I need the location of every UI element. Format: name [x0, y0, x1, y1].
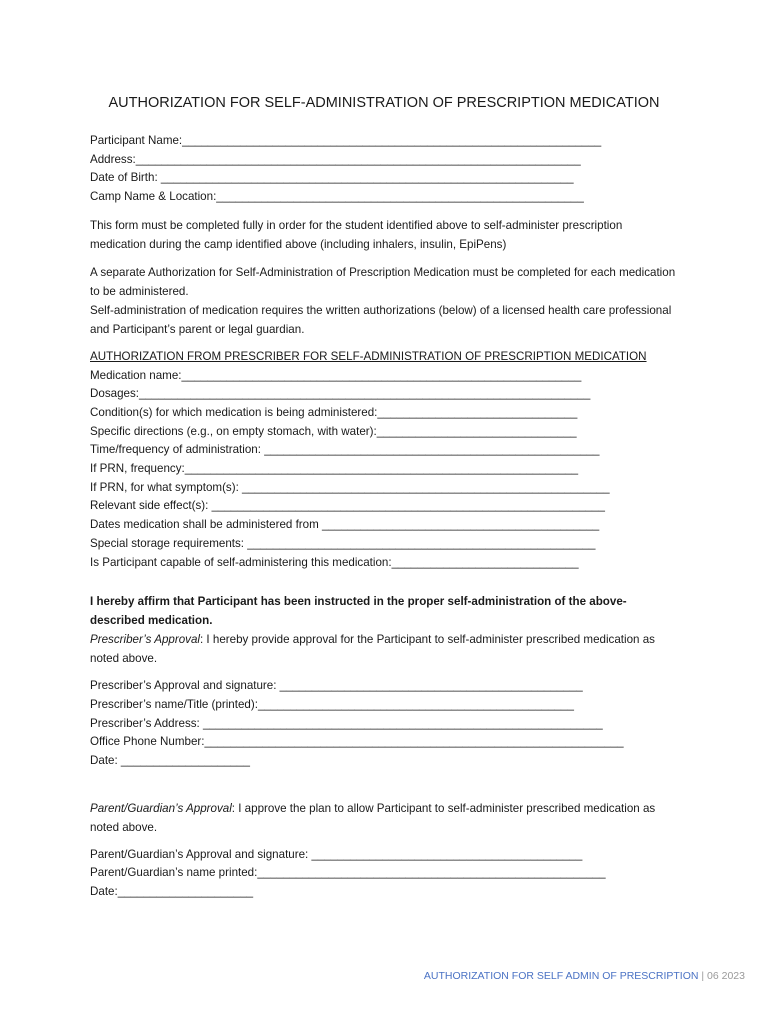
date-of-birth-field[interactable]: Date of Birth: ________________________________________________________________ [90, 171, 574, 185]
medication-name-field[interactable]: Medication name:______________________________________________________________ [90, 368, 582, 382]
prescriber-address-field[interactable]: Prescriber’s Address: ______________________________________________________________ [90, 716, 603, 730]
prn-frequency-field[interactable]: If PRN, frequency:_____________________________________________________________ [90, 462, 579, 476]
time-frequency-field[interactable]: Time/frequency of administration: ____________________________________________________ [90, 443, 600, 457]
separate-authorization-note: A separate Authorization for Self-Administration of Prescription Medication must be completed for each medication to be administered. [90, 265, 676, 298]
intro-paragraph: This form must be completed fully in order for the student identified above to self-administer prescription medication during the camp identified above (including inhalers, insulin, EpiPens) [90, 218, 623, 251]
guardian-signature-field[interactable]: Parent/Guardian’s Approval and signature: __________________________________________ [90, 847, 583, 861]
footer-separator: | [698, 970, 708, 982]
side-effects-field[interactable]: Relevant side effect(s): _____________________________________________________________ [90, 499, 605, 513]
footer-document-title: AUTHORIZATION FOR SELF ADMIN OF PRESCRIPTION [423, 970, 699, 982]
prescriber-approval-label: Prescriber’s Approval [90, 633, 200, 647]
prescriber-approval-statement [90, 630, 680, 668]
participant-section [90, 132, 680, 207]
form-title: AUTHORIZATION FOR SELF-ADMINISTRATION OF PRESCRIPTION MEDICATION [108, 95, 660, 111]
dosages-field[interactable]: Dosages:______________________________________________________________________ [90, 387, 591, 401]
prescriber-approval-text: : I hereby provide approval for the Participant to self-administer prescribed medication as noted above. [90, 633, 655, 666]
guardian-approval-text: : I approve the plan to allow Participant to self-administer prescribed medication as noted above. [90, 801, 656, 834]
address-field[interactable]: Address:_____________________________________________________________________ [90, 152, 581, 166]
prescriber-date-field[interactable]: Date: ____________________ [90, 754, 250, 768]
guardian-signature-block [90, 846, 680, 902]
storage-requirements-field[interactable]: Special storage requirements: ______________________________________________________ [90, 536, 596, 550]
affirmation-statement: I hereby affirm that Participant has been instructed in the proper self-administration of the above-described medication. [90, 595, 627, 628]
prescriber-signature-field[interactable]: Prescriber’s Approval and signature: _______________________________________________ [90, 679, 583, 693]
camp-name-location-field[interactable]: Camp Name & Location:_________________________________________________________ [90, 190, 584, 204]
form-page [90, 95, 680, 902]
specific-directions-field[interactable]: Specific directions (e.g., on empty stomach, with water):_______________________________ [90, 424, 577, 438]
participant-name-field[interactable]: Participant Name:_________________________________________________________________ [90, 134, 602, 147]
condition-field[interactable]: Condition(s) for which medication is being administered:_______________________________ [90, 405, 578, 419]
prn-symptoms-field[interactable]: If PRN, for what symptom(s): _________________________________________________________ [90, 480, 610, 494]
prescriber-signature-block [90, 677, 680, 771]
administration-dates-field[interactable]: Dates medication shall be administered from ___________________________________________ [90, 518, 600, 532]
prescriber-fields-list [90, 367, 680, 573]
office-phone-field[interactable]: Office Phone Number:_________________________________________________________________ [90, 735, 624, 749]
written-authorizations-note: Self-administration of medication requires the written authorizations (below) of a licensed health care professional and Participant’s parent or legal guardian. [90, 303, 672, 336]
self-administer-capable-field[interactable]: Is Participant capable of self-administering this medication:_____________________________ [90, 555, 579, 569]
guardian-approval-statement [90, 799, 680, 837]
footer-date: 06 2023 [707, 970, 745, 982]
guardian-name-printed-field[interactable]: Parent/Guardian’s name printed:______________________________________________________ [90, 866, 606, 880]
prescriber-name-title-field[interactable]: Prescriber’s name/Title (printed):_________________________________________________ [90, 697, 574, 711]
page-footer [424, 970, 745, 982]
guardian-date-field[interactable]: Date:_____________________ [90, 885, 254, 899]
guardian-approval-label: Parent/Guardian’s Approval [90, 801, 232, 815]
prescriber-section-heading: AUTHORIZATION FROM PRESCRIBER FOR SELF-ADMINISTRATION OF PRESCRIPTION MEDICATION [90, 349, 647, 363]
